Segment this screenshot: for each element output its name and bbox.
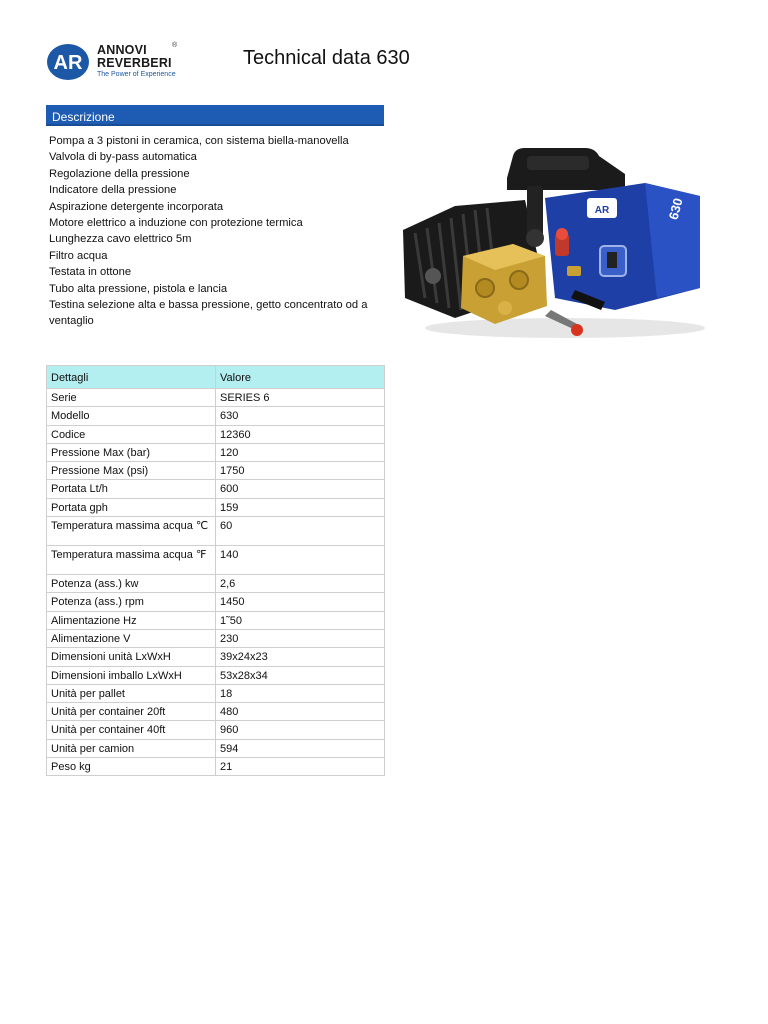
table-row — [47, 546, 385, 575]
spec-value: 12360 — [216, 425, 385, 443]
description-item: Indicatore della pressione — [49, 184, 177, 197]
spec-value: 1450 — [216, 593, 385, 611]
column-header-details: Dettagli — [47, 366, 216, 389]
table-row — [47, 739, 385, 757]
spec-label: Potenza (ass.) rpm — [47, 593, 216, 611]
pressure-washer-image — [395, 138, 717, 348]
spec-value: 60 — [216, 517, 385, 546]
spec-value: 600 — [216, 480, 385, 498]
spec-value: 1˜50 — [216, 611, 385, 629]
brand-name-line1: ANNOVI — [97, 43, 147, 57]
spec-label: Serie — [47, 389, 216, 407]
spec-value: 120 — [216, 443, 385, 461]
description-list — [49, 133, 389, 330]
spec-value: 1750 — [216, 462, 385, 480]
table-row — [47, 666, 385, 684]
spec-label: Pressione Max (psi) — [47, 462, 216, 480]
spec-label: Temperatura massima acqua ℉ — [47, 546, 216, 575]
table-row — [47, 629, 385, 647]
table-row — [47, 517, 385, 546]
spec-label: Unità per camion — [47, 739, 216, 757]
table-row — [47, 389, 385, 407]
document-title: Technical data 630 — [243, 47, 410, 69]
description-item: Lunghezza cavo elettrico 5m — [49, 233, 192, 246]
description-item: Valvola di by-pass automatica — [49, 151, 197, 164]
table-row — [47, 611, 385, 629]
brand-tagline: The Power of Experience — [97, 71, 176, 78]
spec-value: 140 — [216, 546, 385, 575]
svg-text:AR: AR — [594, 205, 610, 216]
description-item: Testina selezione alta e bassa pressione, getto concentrato od a ventaglio — [49, 299, 368, 328]
spec-value: 2,6 — [216, 575, 385, 593]
description-item: Testata in ottone — [49, 266, 132, 279]
spec-label: Unità per pallet — [47, 684, 216, 702]
table-row — [47, 575, 385, 593]
description-item: Motore elettrico a induzione con protezione termica — [49, 217, 303, 230]
svg-text:630: 630 — [665, 196, 686, 222]
table-row — [47, 648, 385, 666]
spec-value: SERIES 6 — [216, 389, 385, 407]
brand-logo — [46, 42, 186, 86]
spec-label: Alimentazione Hz — [47, 611, 216, 629]
spec-label: Peso kg — [47, 758, 216, 776]
description-item: Filtro acqua — [49, 249, 108, 262]
table-row — [47, 407, 385, 425]
spec-value: 630 — [216, 407, 385, 425]
brand-wordmark — [97, 44, 176, 78]
spec-value: 480 — [216, 703, 385, 721]
table-row — [47, 684, 385, 702]
spec-label: Portata Lt/h — [47, 480, 216, 498]
spec-value: 230 — [216, 629, 385, 647]
column-header-value: Valore — [216, 366, 385, 389]
spec-label: Dimensioni unità LxWxH — [47, 648, 216, 666]
description-item: Pompa a 3 pistoni in ceramica, con sistema biella-manovella — [49, 135, 349, 147]
annovi-reverberi-logo-icon — [46, 43, 92, 81]
description-header: Descrizione — [46, 105, 384, 126]
spec-value: 21 — [216, 758, 385, 776]
spec-value: 53x28x34 — [216, 666, 385, 684]
table-row — [47, 462, 385, 480]
table-row — [47, 758, 385, 776]
description-item: Regolazione della pressione — [49, 167, 190, 180]
table-row — [47, 721, 385, 739]
spec-label: Portata gph — [47, 498, 216, 516]
brand-name-line2: REVERBERI — [97, 56, 172, 70]
table-row — [47, 593, 385, 611]
svg-text:AR: AR — [53, 52, 83, 74]
spec-label: Codice — [47, 425, 216, 443]
spec-label: Unità per container 40ft — [47, 721, 216, 739]
specs-table — [46, 365, 385, 776]
table-row — [47, 480, 385, 498]
spec-label: Modello — [47, 407, 216, 425]
spec-value: 159 — [216, 498, 385, 516]
spec-value: 594 — [216, 739, 385, 757]
table-row — [47, 425, 385, 443]
table-row — [47, 703, 385, 721]
spec-value: 960 — [216, 721, 385, 739]
spec-label: Temperatura massima acqua ℃ — [47, 517, 216, 546]
spec-label: Unità per container 20ft — [47, 703, 216, 721]
spec-label: Alimentazione V — [47, 629, 216, 647]
table-row — [47, 498, 385, 516]
table-row — [47, 443, 385, 461]
spec-value: 39x24x23 — [216, 648, 385, 666]
spec-label: Dimensioni imballo LxWxH — [47, 666, 216, 684]
description-item: Tubo alta pressione, pistola e lancia — [49, 282, 228, 295]
table-header-row — [47, 366, 385, 389]
spec-label: Potenza (ass.) kw — [47, 575, 216, 593]
description-item: Aspirazione detergente incorporata — [49, 200, 224, 213]
spec-value: 18 — [216, 684, 385, 702]
registered-mark: ® — [172, 42, 178, 49]
spec-label: Pressione Max (bar) — [47, 443, 216, 461]
